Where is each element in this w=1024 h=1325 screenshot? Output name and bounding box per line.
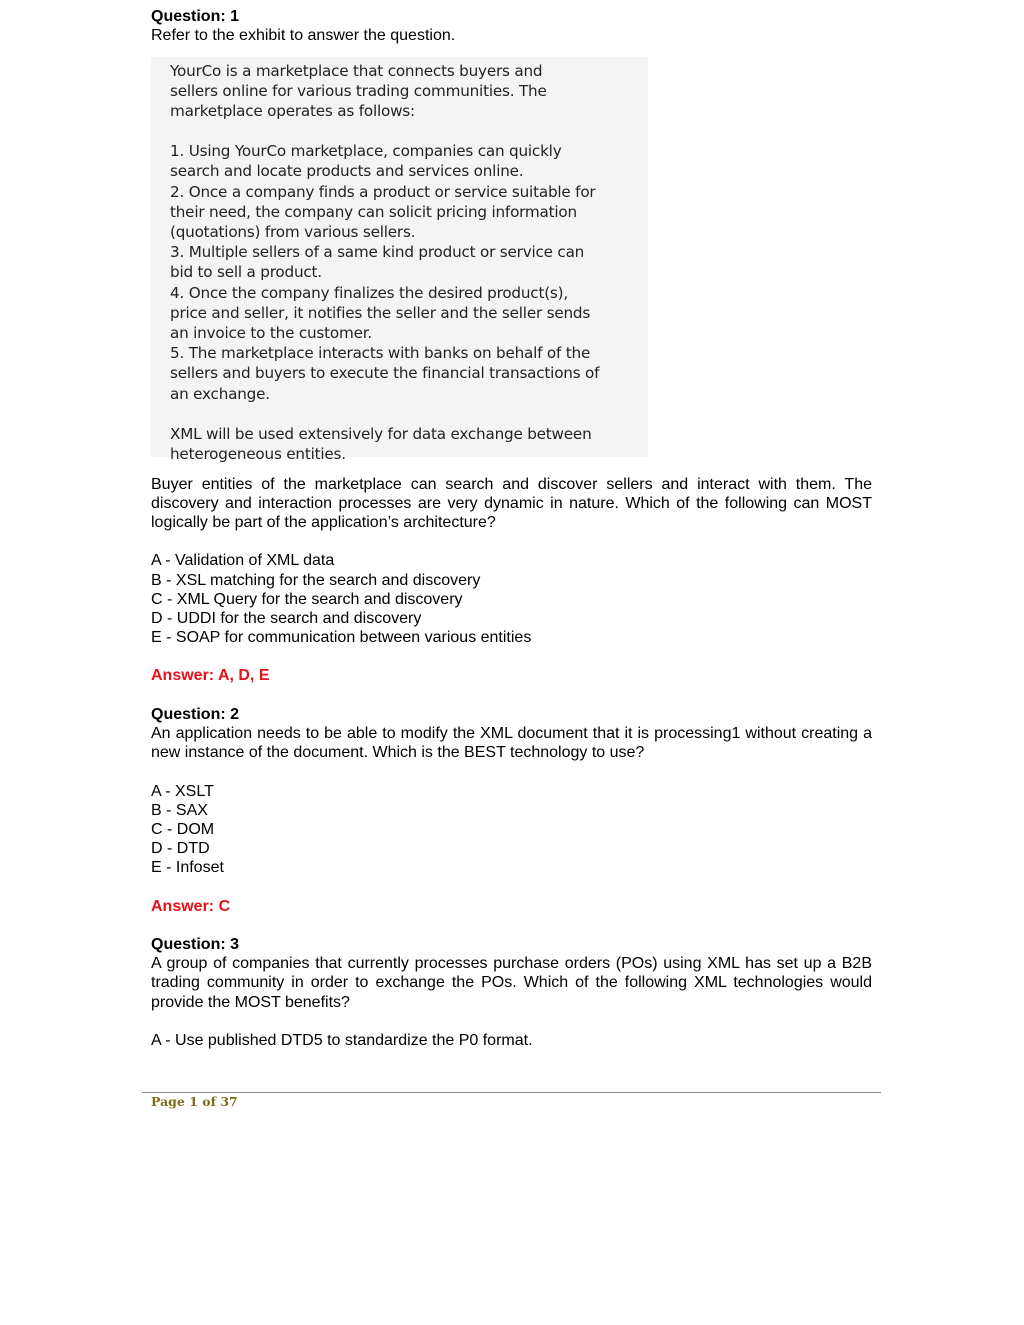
option-item: D - UDDI for the search and discovery [151, 610, 422, 628]
question-3-text: A group of companies that currently processes purchase orders (POs) using XML has set up a B2B trading community in order to exchange the POs. Which of the following XML technologies would provide the MOST benefits? [151, 955, 872, 1011]
option-item: A - Use published DTD5 to standardize the P0 format. [151, 1032, 533, 1050]
question-2-text: An application needs to be able to modify the XML document that it is processing1 without creating a new instance of the document. Which is the BEST technology to use? [151, 725, 872, 762]
option-item: A - XSLT [151, 782, 214, 800]
question-1-intro: Refer to the exhibit to answer the question. [151, 27, 456, 45]
option-item: D - DTD [151, 840, 210, 858]
question-1-heading: Question: 1 [151, 8, 240, 25]
option-item: B - SAX [151, 801, 208, 819]
option-item: C - XML Query for the search and discovery [151, 590, 463, 608]
option-item: B - XSL matching for the search and discovery [151, 571, 481, 589]
page-number: Page 1 of 37 [151, 1094, 238, 1109]
option-item: E - Infoset [151, 859, 224, 877]
option-item: A - Validation of XML data [151, 552, 335, 570]
document-page [151, 7, 872, 1050]
option-item: E - SOAP for communication between various entities [151, 629, 532, 647]
question-2-answer: Answer: C [151, 897, 231, 915]
footer-divider [142, 1092, 881, 1093]
option-item: C - DOM [151, 820, 215, 838]
question-1-options [151, 551, 872, 647]
question-2-heading: Question: 2 [151, 705, 240, 723]
exhibit-closing-paragraph: XML will be used extensively for data exchange between heterogeneous entities. [170, 424, 592, 464]
question-3-options [151, 1031, 872, 1050]
question-1-text: Buyer entities of the marketplace can search and discover sellers and interact with them. The discovery and interaction processes are very dynamic in nature. Which of the following can MOST logically be part of the application’s architecture? [151, 475, 872, 532]
question-3-heading: Question: 3 [151, 935, 240, 953]
exhibit-steps-list: 1. Using YourCo marketplace, companies can quickly search and locate products and services online. 2. Once a company finds a product or service suitable for their need, the company can solicit pricing information (quotations) from various sellers. 3. Multiple sellers of a same kind product or service can bid to sell a product. 4. Once the company finalizes the desired product(s), price and seller, it notifies the seller and the seller sends an invoice to the customer. 5. The marketplace interacts with banks on behalf of the sellers and buyers to execute the financial transactions of an exchange. [170, 142, 600, 403]
question-1-answer: Answer: A, D, E [151, 667, 270, 685]
exhibit-intro-paragraph: YourCo is a marketplace that connects buyers and sellers online for various trading communities. The marketplace operates as follows: [170, 61, 547, 120]
exhibit-image [151, 57, 648, 464]
question-2-options [151, 782, 872, 878]
